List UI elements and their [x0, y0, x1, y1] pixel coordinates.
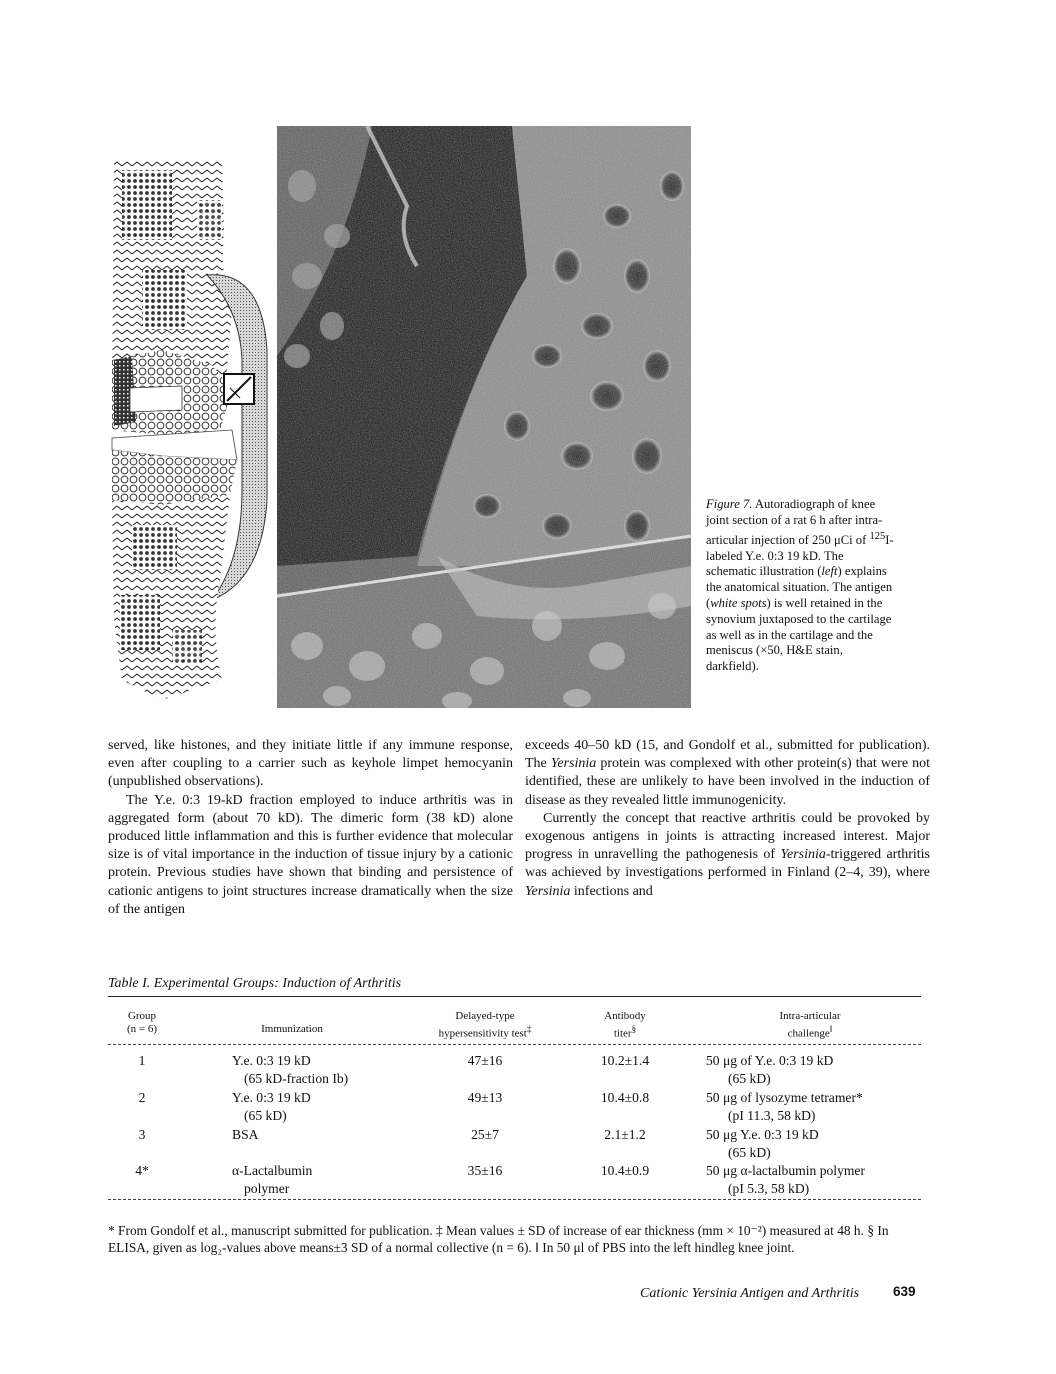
cell-immunization: α-Lactalbumin polymer — [232, 1163, 313, 1196]
body-column-left — [108, 737, 513, 919]
cell-immunization: Y.e. 0:3 19 kD (65 kD) — [232, 1090, 311, 1123]
figure-caption — [706, 497, 896, 675]
page-number: 639 — [893, 1284, 916, 1299]
cell-challenge: 50 μg Y.e. 0:3 19 kD (65 kD) — [706, 1127, 819, 1160]
cell-immunization: Y.e. 0:3 19 kD (65 kD-fraction Ib) — [232, 1053, 349, 1086]
paragraph: served, like histones, and they initiate little if any immune response, even after coupling to a carrier such as keyhole limpet hemocyanin (unpublished observations). — [108, 738, 513, 790]
paragraph: exceeds 40–50 kD (15, and Gondolf et al., submitted for publication). The Yersinia protein was complexed with other protein(s) that were not identified, these are unlikely to have been involved in the induction of disease as they revealed little immunogenicity. — [525, 738, 931, 808]
running-head: Cationic Yersinia Antigen and Arthritis — [640, 1286, 860, 1301]
header-immunization: Immunization — [261, 1023, 323, 1035]
cell-group: 4* — [135, 1163, 149, 1178]
table-rule — [108, 1199, 921, 1200]
header-group: Group (n = 6) — [126, 1010, 158, 1035]
autoradiograph-micrograph — [277, 126, 691, 708]
header-antibody: Antibody titer§ — [604, 1010, 646, 1040]
caption-run: ) is well retained in the synovium juxtaposed to the cartilage as well as in the cartilage and the meniscus (×50, H&E stain, darkfield). — [706, 595, 892, 674]
cell-antibody: 10.2±1.4 — [600, 1053, 650, 1068]
table-rule — [108, 1044, 921, 1045]
figure-caption-text — [706, 497, 894, 673]
table-rule — [108, 996, 921, 997]
knee-joint-schematic — [102, 160, 287, 700]
cell-challenge: 50 μg α-lactalbumin polymer (pI 5.3, 58 kD) — [706, 1163, 865, 1196]
paragraph: Currently the concept that reactive arthritis could be provoked by exogenous antigens in joints is attracting increased interest. Major progress in unravelling the pathogenesis of Yersinia-triggered arthritis was achieved by investigations performed in Finland (2–4, 39), where Yersinia infections and — [525, 810, 930, 899]
caption-run: Autoradiograph of knee joint section of a rat 6 h after intra-articular injection of 250 μCi of — [706, 497, 883, 547]
caption-run: left — [821, 564, 838, 579]
cell-dth: 25±7 — [471, 1127, 499, 1142]
cell-group: 1 — [138, 1053, 146, 1068]
cell-immunization: BSA — [232, 1127, 259, 1142]
caption-run: I-labeled Y.e. 0:3 19 kD. The schematic illustration ( — [706, 532, 894, 579]
caption-run: 125 — [869, 530, 886, 542]
cell-dth: 35±16 — [467, 1163, 503, 1178]
cell-group: 2 — [138, 1090, 146, 1105]
caption-run: ) explains the anatomical situation. The antigen ( — [706, 564, 893, 610]
cell-challenge: 50 μg of Y.e. 0:3 19 kD (65 kD) — [706, 1053, 834, 1086]
figure-label: Figure 7. — [706, 497, 753, 511]
cell-antibody: 2.1±1.2 — [604, 1127, 646, 1142]
table-footnote: * From Gondolf et al., manuscript submitted for publication. ‡ Mean values ± SD of increase of ear thickness (mm × 10⁻²) measured at 48 h. § In ELISA, given as log₂-values above means±3 SD of a normal collective (n = 6). ‖ In 50 μl of PBS into the left hindleg knee joint. — [108, 1223, 889, 1256]
cell-challenge: 50 μg of lysozyme tetramer* (pI 11.3, 58 kD) — [706, 1090, 863, 1123]
cell-antibody: 10.4±0.8 — [600, 1090, 650, 1105]
cell-dth: 49±13 — [467, 1090, 503, 1105]
header-challenge: Intra-articular challenge‖ — [779, 1010, 841, 1040]
cell-dth: 47±16 — [467, 1053, 503, 1068]
table-title: Table I. Experimental Groups: Induction of Arthritis — [108, 976, 402, 991]
body-column-right — [525, 737, 930, 901]
header-dth: Delayed-type hypersensitivity test‡ — [438, 1010, 532, 1040]
cell-antibody: 10.4±0.9 — [600, 1163, 650, 1178]
cell-group: 3 — [138, 1127, 146, 1142]
paragraph: The Y.e. 0:3 19-kD fraction employed to induce arthritis was in aggregated form (about 70 kD). The dimeric form (38 kD) alone produced little inflammation and this is further evidence that molecular size is of vital importance in the induction of tissue injury by a cationic protein. Previous studies have shown that binding and persistence of cationic antigens to joint structures increase dramatically when the size of the antigen — [108, 792, 513, 917]
caption-run: white spots — [710, 595, 767, 610]
